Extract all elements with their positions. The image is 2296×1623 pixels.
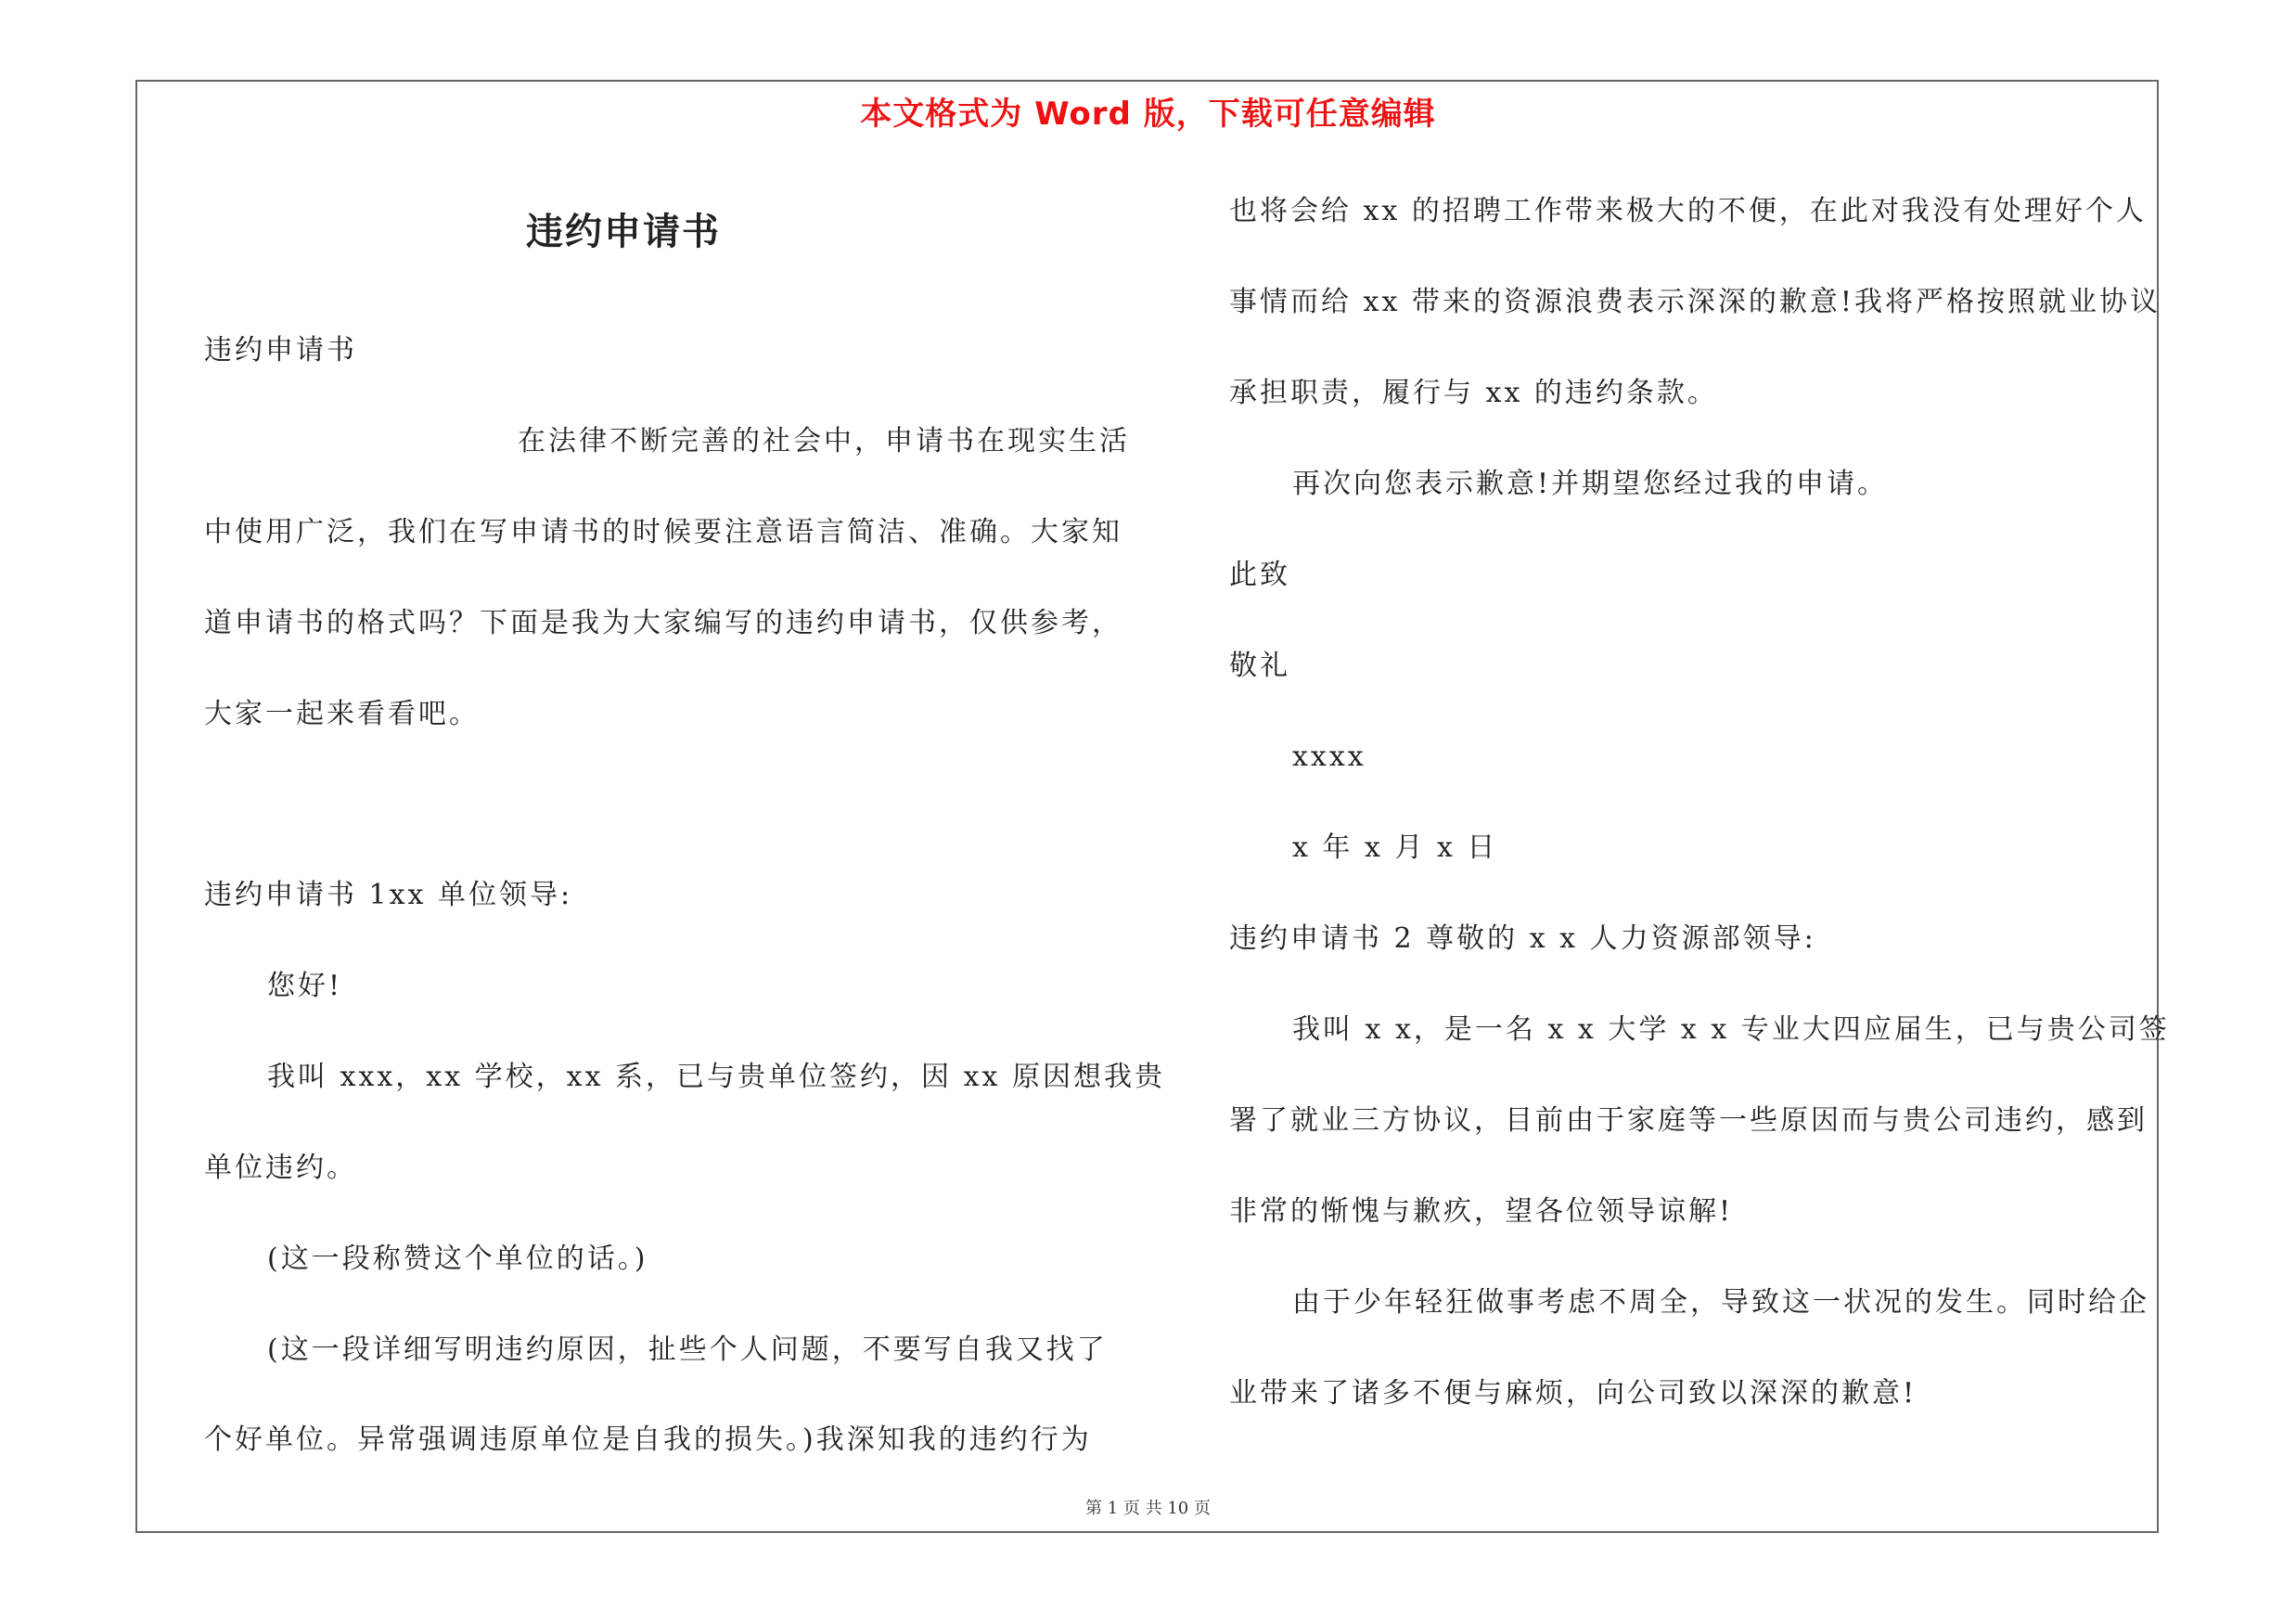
paragraph-line: 个好单位。异常强调违原单位是自我的损失。)我深知我的违约行为: [204, 1423, 1092, 1456]
paragraph-line: 由于少年轻狂做事考虑不周全，导致这一状况的发生。同时给企: [1292, 1286, 2149, 1319]
closing-line: 此致: [1229, 559, 1290, 591]
signature: xxxx: [1292, 741, 1366, 773]
paragraph-line: 也将会给 xx 的招聘工作带来极大的不便，在此对我没有处理好个人: [1229, 195, 2147, 227]
page-number: 第 1 页 共 10 页: [1085, 1499, 1211, 1518]
paragraph-line: 单位违约。: [204, 1152, 357, 1184]
paragraph-line: 大家一起来看看吧。: [204, 698, 480, 730]
paragraph-line: 业带来了诸多不便与麻烦，向公司致以深深的歉意!: [1229, 1377, 1918, 1410]
paragraph-line: (这一段详细写明违约原因，扯些个人问题，不要写自我又找了: [267, 1333, 1108, 1366]
section-heading: 违约申请书 1xx 单位领导:: [204, 879, 573, 911]
paragraph-line: (这一段称赞这个单位的话。): [267, 1243, 648, 1275]
paragraph-line: 在法律不断完善的社会中，申请书在现实生活: [518, 425, 1130, 457]
paragraph-line: 我叫 xxx，xx 学校，xx 系，已与贵单位签约，因 xx 原因想我贵: [267, 1061, 1165, 1093]
paragraph-line: 承担职责，履行与 xx 的违约条款。: [1229, 377, 1718, 409]
paragraph-line: 道申请书的格式吗？下面是我为大家编写的违约申请书，仅供参考，: [204, 607, 1122, 639]
paragraph-line: 事情而给 xx 带来的资源浪费表示深深的歉意!我将严格按照就业协议: [1229, 286, 2161, 318]
paragraph-line: 违约申请书: [204, 334, 357, 367]
paragraph-line: 中使用广泛，我们在写申请书的时候要注意语言简洁、准确。大家知: [204, 516, 1122, 548]
format-notice-banner: 本文格式为 Word 版，下载可任意编辑: [860, 96, 1436, 133]
paragraph-line: 我叫 x x，是一名 x x 大学 x x 专业大四应届生，已与贵公司签: [1292, 1013, 2170, 1046]
document-title: 违约申请书: [526, 211, 721, 253]
greeting: 您好!: [267, 970, 343, 1002]
paragraph-line: 再次向您表示歉意!并期望您经过我的申请。: [1292, 468, 1889, 500]
date-line: x 年 x 月 x 日: [1292, 831, 1498, 864]
closing-line: 敬礼: [1229, 650, 1290, 682]
paragraph-line: 非常的惭愧与歉疚，望各位领导谅解!: [1229, 1195, 1734, 1228]
section-heading: 违约申请书 2 尊敬的 x x 人力资源部领导:: [1229, 922, 1816, 955]
paragraph-line: 署了就业三方协议，目前由于家庭等一些原因而与贵公司违约，感到: [1229, 1104, 2148, 1137]
